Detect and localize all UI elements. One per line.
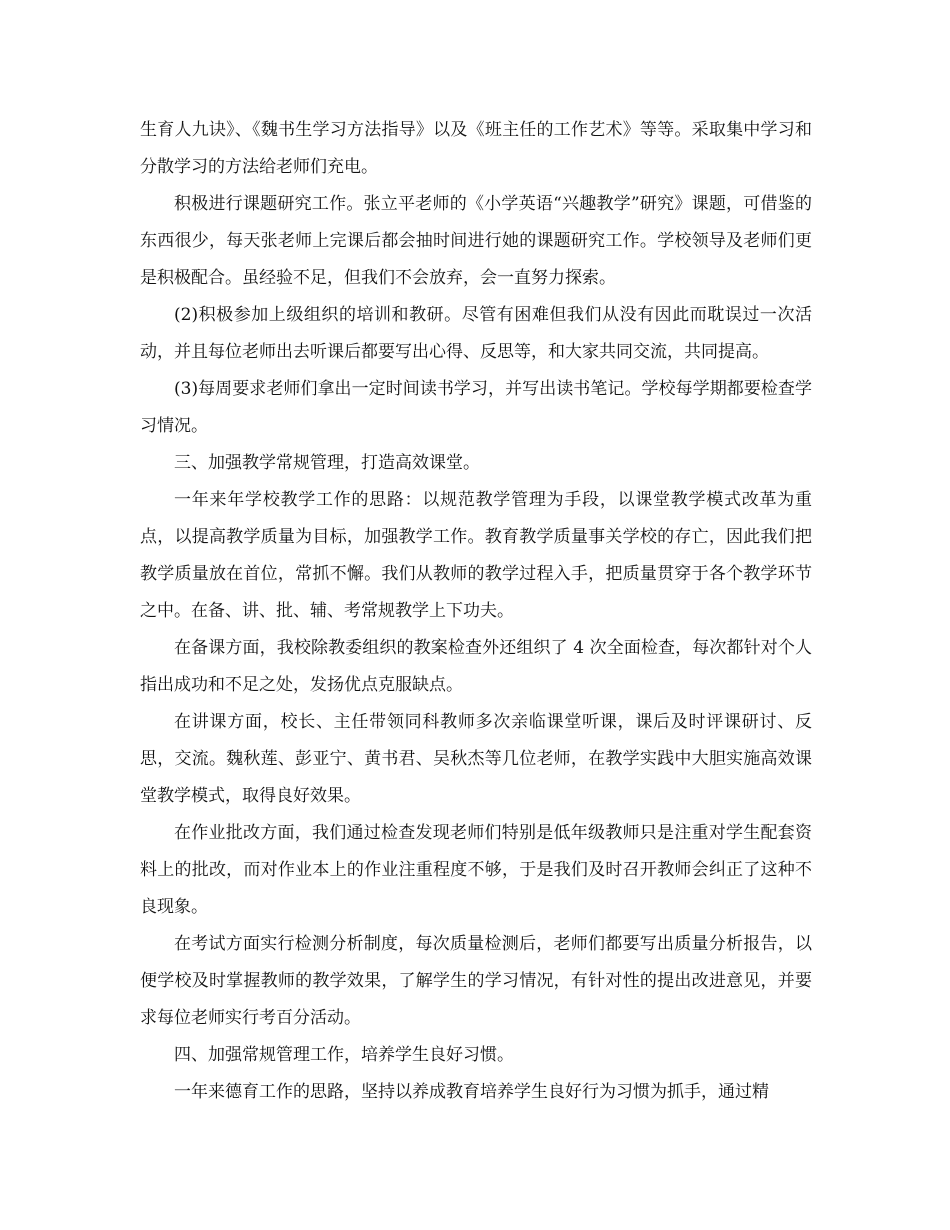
paragraph-lesson-prep: 在备课方面，我校除教委组织的教案检查外还组织了 4 次全面检查，每次都针对个人指出成功和不足之处，发扬优点克服缺点。 <box>140 638 812 695</box>
paragraph-exams: 在考试方面实行检测分析制度，每次质量检测后，老师们都要写出质量分析报告，以便学校及时掌握教师的教学效果，了解学生的学习情况，有针对性的提出改进意见，并要求每位老师实行考百分活动。 <box>140 934 812 1028</box>
paragraph-homework: 在作业批改方面，我们通过检查发现老师们特别是低年级教师只是注重对学生配套资料上的批改，而对作业本上的作业注重程度不够，于是我们及时召开教师会纠正了这种不良现象。 <box>140 823 812 917</box>
paragraph-moral-education: 一年来德育工作的思路，坚持以养成教育培养学生良好行为习惯为抓手，通过精 <box>174 1082 769 1102</box>
section-heading-4: 四、加强常规管理工作，培养学生良好习惯。 <box>174 1045 514 1065</box>
document-body <box>140 112 812 1111</box>
paragraph-reading: (3)每周要求老师们拿出一定时间读书学习，并写出读书笔记。学校每学期都要检查学习情况。 <box>140 379 812 436</box>
section-heading-3: 三、加强教学常规管理，打造高效课堂。 <box>174 453 480 473</box>
paragraph-training: (2)积极参加上级组织的培训和教研。尽管有困难但我们从没有因此而耽误过一次活动，并且每位老师出去听课后都要写出心得、反思等，和大家共同交流，共同提高。 <box>140 305 812 362</box>
paragraph-research-project: 积极进行课题研究工作。张立平老师的《小学英语“兴趣教学”研究》课题，可借鉴的东西很少，每天张老师上完课后都会抽时间进行她的课题研究工作。学校领导及老师们更是积极配合。虽经验不足，但我们不会放弃，会一直努力探索。 <box>140 194 812 288</box>
paragraph-lecturing: 在讲课方面，校长、主任带领同科教师多次亲临课堂听课，课后及时评课研讨、反思，交流。魏秋莲、彭亚宁、黄书君、吴秋杰等几位老师，在教学实践中大胆实施高效课堂教学模式，取得良好效果。 <box>140 712 812 806</box>
paragraph-teaching-ideas: 一年来年学校教学工作的思路：以规范教学管理为手段，以课堂教学模式改革为重点，以提高教学质量为目标，加强教学工作。教育教学质量事关学校的存亡，因此我们把教学质量放在首位，常抓不懈。我们从教师的教学过程入手，把质量贯穿于各个教学环节之中。在备、讲、批、辅、考常规教学上下功夫。 <box>140 490 812 621</box>
paragraph-continuation: 生育人九诀》、《魏书生学习方法指导》以及《班主任的工作艺术》等等。采取集中学习和分散学习的方法给老师们充电。 <box>140 120 812 177</box>
